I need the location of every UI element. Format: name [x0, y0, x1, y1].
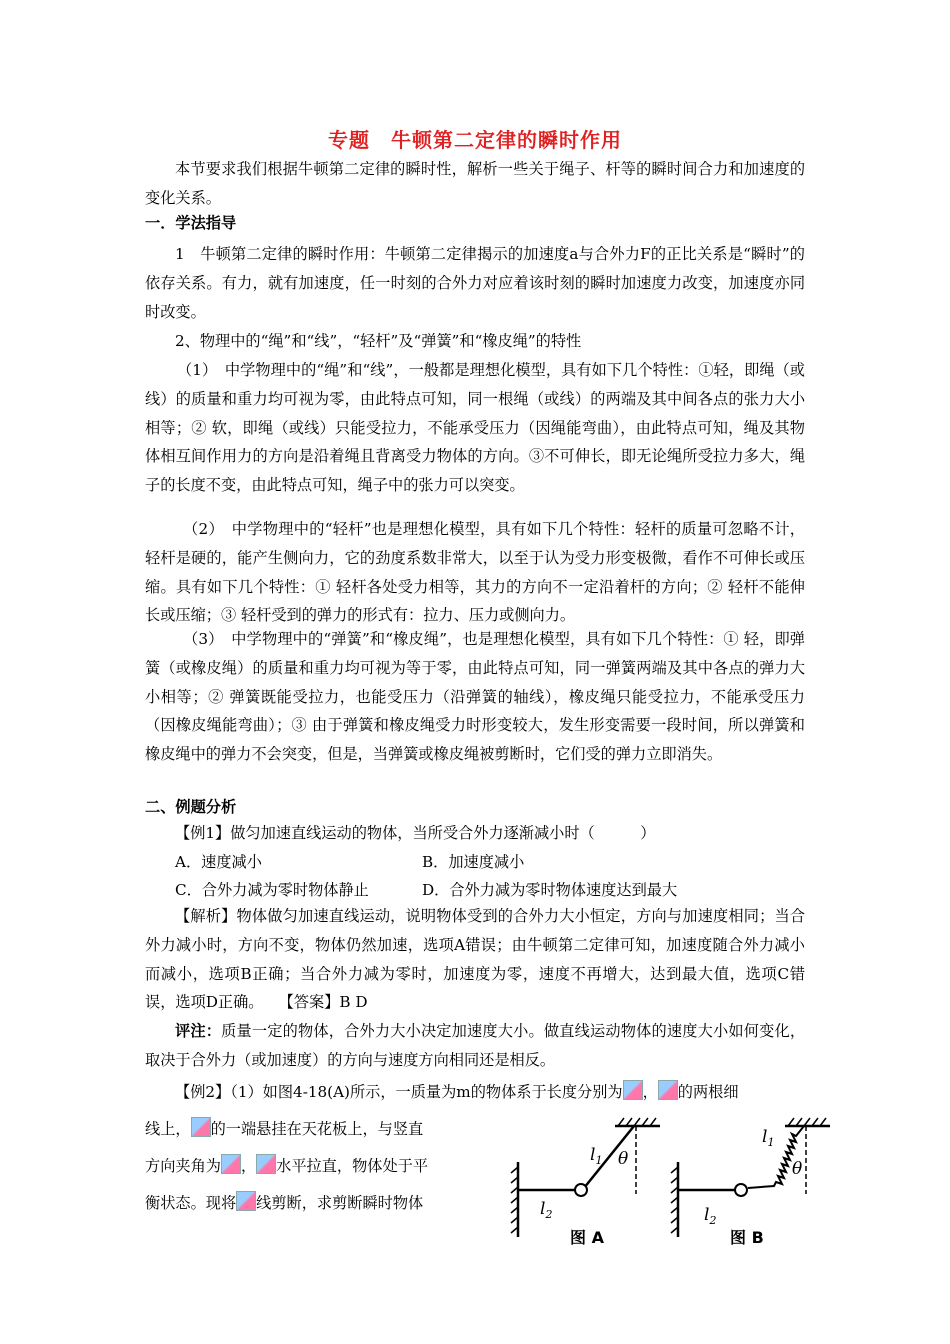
formula-placeholder-icon — [191, 1117, 211, 1137]
example-2-text-g: ， — [240, 1157, 257, 1175]
example-2-text-i: 衡状态。现将 — [145, 1194, 237, 1212]
mass-ball — [735, 1184, 747, 1196]
example-2-text-b: ， — [642, 1083, 658, 1101]
example-2-text-h: 水平拉直，物体处于平 — [276, 1157, 428, 1175]
example-2-line-2 — [145, 1117, 423, 1139]
section-heading-2: 二、例题分析 — [145, 798, 237, 816]
example-1-question: 【例1】做匀加速直线运动的物体，当所受合外力逐渐减小时（ ） — [175, 824, 656, 842]
comment-label: 评注： — [175, 1022, 222, 1040]
option-c: C．合外力减为零时物体静止 — [175, 881, 369, 899]
paragraph-3: （1） 中学物理中的“绳”和“线”，一般都是理想化模型，具有如下几个特性：①轻，即绳（或线）的质量和重力均可视为零，由此特点可知，同一根绳（或线）的两端及其中间各点的张力大小相等；② 软，即绳（或线）只能受拉力，不能承受压力（因绳能弯曲），由此特点可知，绳及其物体相互间作用力的方向是沿着绳且背离受力物体的方向。③不可伸长，即无论绳所受拉力多大，绳子的长度不变，由此特点可知，绳子中的张力可以突变。 — [145, 361, 805, 495]
option-b: B．加速度减小 — [422, 853, 525, 871]
example-2-line-4 — [145, 1191, 423, 1213]
mass-ball — [575, 1184, 587, 1196]
figure-b — [670, 1112, 840, 1252]
comment-paragraph — [145, 1017, 805, 1075]
figure-b-caption: 图 B — [730, 1228, 764, 1247]
example-2-line-1 — [175, 1080, 739, 1102]
figure-a — [510, 1112, 680, 1252]
paragraph-5: （3） 中学物理中的“弹簧”和“橡皮绳”，也是理想化模型，具有如下几个特性：① 轻，即弹簧（或橡皮绳）的质量和重力均可视为等于零，由此特点可知，同一弹簧两端及其中各点的弹力大小相等；② 弹簧既能受拉力，也能受压力（沿弹簧的轴线），橡皮绳只能受拉力，不能承受压力（因橡皮绳能弯曲）；③ 由于弹簧和橡皮绳受力时形变较大，发生形变需要一段时间，所以弹簧和橡皮绳中的弹力不会突变，但是，当弹簧或橡皮绳被剪断时，它们受的弹力立即消失。 — [145, 630, 805, 764]
formula-placeholder-icon — [256, 1154, 276, 1174]
paragraph-2: 2、物理中的“绳”和“线”，“轻杆”及“弹簧”和“橡皮绳”的特性 — [175, 332, 582, 350]
formula-placeholder-icon — [623, 1080, 643, 1100]
option-d: D．合外力减为零时物体速度达到最大 — [422, 881, 678, 899]
example-2-text-a: 【例2】（1）如图4-18(A)所示，一质量为m的物体系于长度分别为 — [175, 1083, 623, 1101]
example-2-text-e: 的一端悬挂在天花板上，与竖直 — [210, 1120, 424, 1138]
label-theta: θ — [792, 1159, 803, 1179]
figure-a-caption: 图 A — [570, 1228, 604, 1247]
label-theta: θ — [618, 1149, 629, 1169]
formula-placeholder-icon — [236, 1191, 256, 1211]
example-2-line-3 — [145, 1154, 428, 1176]
option-a: A．速度减小 — [175, 853, 262, 871]
analysis-paragraph: 【解析】物体做匀加速直线运动，说明物体受到的合外力大小恒定，方向与加速度相同；当合外力减小时，方向不变，物体仍然加速，选项A错误；由牛顿第二定律可知，加速度随合外力减小而减小，选项B正确；当合外力减为零时，加速度为零，速度不再增大，达到最大值，选项C错误，选项D正确。 【答案】B D — [145, 907, 805, 1012]
label-l1: $l_1$ — [590, 1145, 603, 1167]
formula-placeholder-icon — [658, 1080, 678, 1100]
comment-text: 质量一定的物体，合外力大小决定加速度大小。做直线运动物体的速度大小如何变化，取决于合外力（或加速度）的方向与速度方向相同还是相反。 — [145, 1022, 806, 1069]
example-2-text-f: 方向夹角为 — [145, 1157, 221, 1175]
formula-placeholder-icon — [221, 1154, 241, 1174]
label-l2: $l_2$ — [704, 1205, 717, 1227]
example-2-text-d: 线上， — [145, 1120, 191, 1138]
paragraph-4: （2） 中学物理中的“轻杆”也是理想化模型，具有如下几个特性：轻杆的质量可忽略不计，轻杆是硬的，能产生侧向力，它的劲度系数非常大，以至于认为受力形变极微，看作不可伸长或压缩。具有如下几个特性：① 轻杆各处受力相等，其力的方向不一定沿着杆的方向；② 轻杆不能伸长或压缩；③ 轻杆受到的弹力的形式有：拉力、压力或侧向力。 — [145, 520, 805, 625]
label-l1: $l_1$ — [762, 1127, 775, 1149]
intro-paragraph: 本节要求我们根据牛顿第二定律的瞬时性，解析一些关于绳子、杆等的瞬时间合力和加速度的变化关系。 — [145, 160, 805, 207]
example-2-text-c: 的两根细 — [677, 1083, 739, 1101]
label-l2: $l_2$ — [540, 1199, 553, 1221]
page-title: 专题 牛顿第二定律的瞬时作用 — [328, 128, 622, 152]
paragraph-1: 1 牛顿第二定律的瞬时作用：牛顿第二定律揭示的加速度a与合外力F的正比关系是“瞬时”的依存关系。有力，就有加速度，任一时刻的合外力对应着该时刻的瞬时加速度力改变，加速度亦同时改变。 — [145, 245, 805, 321]
section-heading-1: 一．学法指导 — [145, 214, 237, 232]
example-2-text-j: 线剪断，求剪断瞬时物体 — [256, 1194, 424, 1212]
